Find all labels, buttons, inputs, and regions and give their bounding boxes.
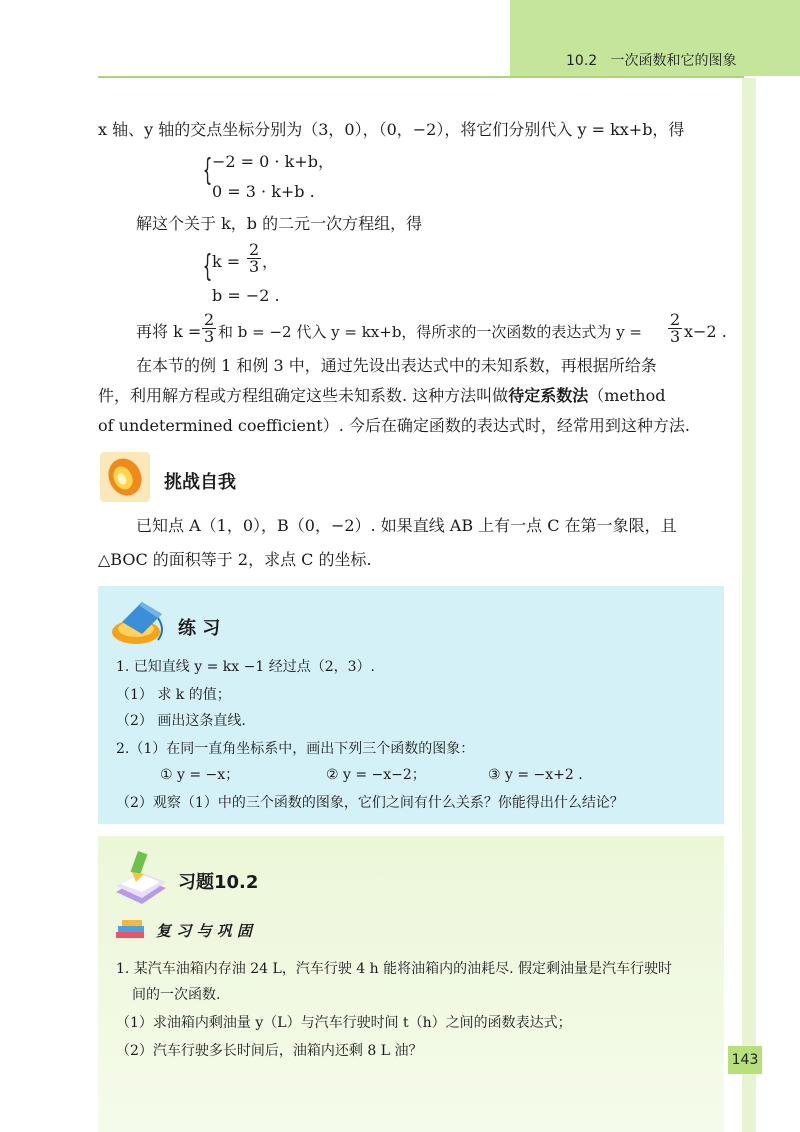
challenge-line-1: 已知点 A（1，0），B（0，−2）. 如果直线 AB 上有一点 C 在第一象限，且 bbox=[136, 516, 677, 535]
fraction-two-thirds-a bbox=[247, 242, 261, 275]
system1-eq2: 0 = 3 · k+b . bbox=[212, 182, 315, 201]
challenge-title: 挑战自我 bbox=[164, 472, 236, 493]
practice-q1-part2: （2） 画出这条直线. bbox=[116, 713, 246, 729]
frac-denominator: 3 bbox=[670, 327, 681, 346]
system2-eq1-comma: ， bbox=[262, 252, 279, 271]
body-line-1: x 轴、y 轴的交点坐标分别为（3，0），（0，−2），将它们分别代入 y = kx+b，得 bbox=[98, 120, 685, 139]
running-header bbox=[566, 50, 737, 70]
brace-1: { bbox=[202, 153, 213, 188]
fraction-two-thirds-b bbox=[202, 312, 216, 345]
practice-q1: 1. 已知直线 y = kx −1 经过点（2，3）. bbox=[116, 659, 375, 675]
practice-title: 练 习 bbox=[178, 618, 221, 639]
header-rule bbox=[98, 76, 744, 78]
frac-numerator: 2 bbox=[670, 310, 681, 329]
practice-function-3: ③ y = −x+2 . bbox=[488, 767, 583, 783]
body-line-3c: x−2 . bbox=[684, 322, 727, 341]
practice-icon bbox=[108, 596, 168, 648]
paragraph-line-3: of undetermined coefficient）. 今后在确定函数的表达式时，经常用到这种方法. bbox=[98, 416, 690, 435]
system2-eq1-lhs: k = bbox=[212, 252, 241, 271]
paragraph-line-2 bbox=[98, 386, 665, 406]
practice-q1-part1: （1） 求 k 的值； bbox=[116, 687, 231, 703]
side-rail bbox=[742, 78, 756, 1132]
page-number: 143 bbox=[728, 1046, 762, 1074]
key-term: 待定系数法 bbox=[508, 386, 589, 405]
practice-q2-part2: （2）观察（1）中的三个函数的图象，它们之间有什么关系？你能得出什么结论？ bbox=[116, 795, 624, 811]
system1-eq1: −2 = 0 · k+b， bbox=[212, 152, 334, 171]
exercise-q1-part1: （1）求油箱内剩油量 y（L）与汽车行驶时间 t（h）之间的函数表达式； bbox=[116, 1015, 572, 1031]
paragraph-line-1: 在本节的例 1 和例 3 中，通过先设出表达式中的未知系数，再根据所给条 bbox=[136, 356, 657, 375]
practice-function-2: ② y = −x−2； bbox=[326, 767, 426, 783]
section-title: 一次函数和它的图象 bbox=[610, 53, 737, 69]
practice-function-1: ① y = −x； bbox=[160, 767, 240, 783]
frac-denominator: 3 bbox=[204, 327, 215, 346]
exercise-q1-line2: 间的一次函数. bbox=[132, 987, 221, 1003]
fraction-two-thirds-c bbox=[668, 312, 682, 345]
frac-numerator: 2 bbox=[249, 240, 260, 259]
brace-2: { bbox=[202, 249, 213, 284]
challenge-icon bbox=[100, 452, 150, 502]
practice-q2: 2.（1）在同一直角坐标系中，画出下列三个函数的图象： bbox=[116, 741, 475, 757]
frac-denominator: 3 bbox=[249, 257, 260, 276]
paragraph-line-2-text: 件，利用解方程或方程组确定这些未知系数. 这种方法叫做 bbox=[98, 386, 509, 405]
section-number: 10.2 bbox=[566, 53, 598, 69]
body-line-2: 解这个关于 k，b 的二元一次方程组，得 bbox=[136, 214, 423, 233]
books-icon bbox=[114, 920, 148, 942]
exercise-q1-part2: （2）汽车行驶多长时间后，油箱内还剩 8 L 油？ bbox=[116, 1043, 423, 1059]
exercise-subtitle: 复 习 与 巩 固 bbox=[156, 922, 252, 940]
exercise-q1-line1: 1. 某汽车油箱内存油 24 L，汽车行驶 4 h 能将油箱内的油耗尽. 假定剩油量是汽车行驶时 bbox=[116, 961, 672, 977]
exercise-icon bbox=[110, 848, 172, 906]
body-line-3b: 和 b = −2 代入 y = kx+b，得所求的一次函数的表达式为 y = bbox=[218, 323, 643, 341]
exercise-title: 习题10.2 bbox=[178, 872, 259, 893]
frac-numerator: 2 bbox=[204, 310, 215, 329]
system2-eq2: b = −2 . bbox=[212, 286, 280, 305]
challenge-line-2: △BOC 的面积等于 2，求点 C 的坐标. bbox=[98, 550, 372, 569]
paragraph-line-2-tail: （method bbox=[588, 386, 666, 405]
body-line-3a: 再将 k = bbox=[136, 322, 202, 341]
